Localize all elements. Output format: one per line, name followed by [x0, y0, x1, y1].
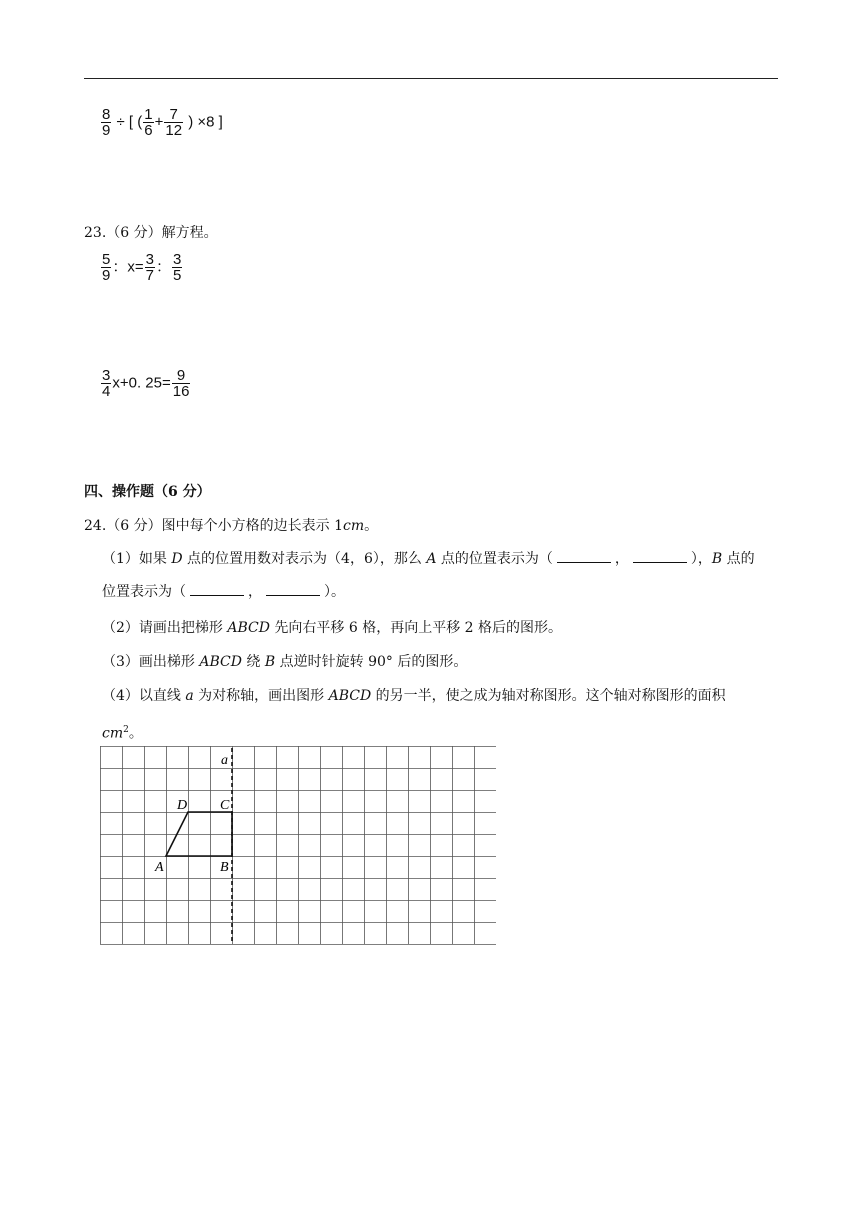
fraction-3-7: $\frac{3}{7}$	[145, 251, 154, 284]
coordinate-grid	[100, 746, 496, 946]
point-label-b: B	[220, 860, 229, 875]
close-bracket: ) ×8 ]	[188, 113, 223, 131]
open-bracket: [ (	[128, 113, 143, 131]
fraction-8-9: $\frac{8}{9}$	[102, 106, 111, 139]
q24-part1-line2: 位置表示为（ ， ）。	[102, 584, 345, 600]
q23-title: 23.（6 分）解方程。	[84, 225, 218, 241]
q24-part4: （4）以直线 a 为对称轴，画出图形 ABCD 的另一半，使之成为轴对称图形。这个轴对称图形的面积	[102, 688, 726, 704]
fraction-7-12: $\frac{7}{12}$	[165, 106, 183, 139]
q23-equation-2	[100, 368, 191, 399]
q24-title: 24.（6 分）图中每个小方格的边长表示 1cm。	[84, 518, 379, 534]
answer-blank[interactable]	[190, 583, 244, 596]
equation-middle: x+0. 25=	[112, 374, 171, 392]
q24-part3: （3）画出梯形 ABCD 绕 B 点逆时针旋转 90° 后的图形。	[102, 654, 468, 670]
grid-lines	[100, 746, 496, 945]
header-rule	[84, 78, 778, 79]
fraction-3-5: $\frac{3}{5}$	[172, 251, 182, 284]
q24-part4-unit: $cm^2$。	[102, 725, 143, 742]
point-label-a: A	[155, 860, 164, 875]
answer-blank[interactable]	[557, 550, 611, 563]
x-equals: x=	[127, 258, 144, 276]
plus-sign: +	[154, 113, 164, 131]
ratio-colon: ：	[112, 258, 128, 276]
answer-blank[interactable]	[266, 583, 320, 596]
q24-part2: （2）请画出把梯形 ABCD 先向右平移 6 格，再向上平移 2 格后的图形。	[102, 620, 563, 636]
fraction-1-6: $\frac{1}{6}$	[144, 106, 153, 139]
fraction-3-4: $\frac{3}{4}$	[102, 367, 111, 400]
fraction-9-16: $\frac{9}{16}$	[172, 367, 190, 400]
divide-sign: ÷	[116, 113, 125, 131]
answer-blank[interactable]	[633, 550, 687, 563]
expression-1	[100, 107, 223, 138]
ratio-colon: ：	[155, 258, 171, 276]
axis-label-a: a	[221, 753, 228, 768]
section-4-heading: 四、操作题（6 分）	[84, 484, 211, 500]
fraction-5-9: $\frac{5}{9}$	[102, 251, 111, 284]
point-label-c: C	[220, 798, 230, 813]
q24-part1-line1: （1）如果 D 点的位置用数对表示为（4，6），那么 A 点的位置表示为（ ， ），B 点的	[102, 551, 755, 567]
point-label-d: D	[177, 798, 188, 813]
q23-equation-1	[100, 252, 183, 283]
trapezoid-abcd	[166, 812, 232, 856]
